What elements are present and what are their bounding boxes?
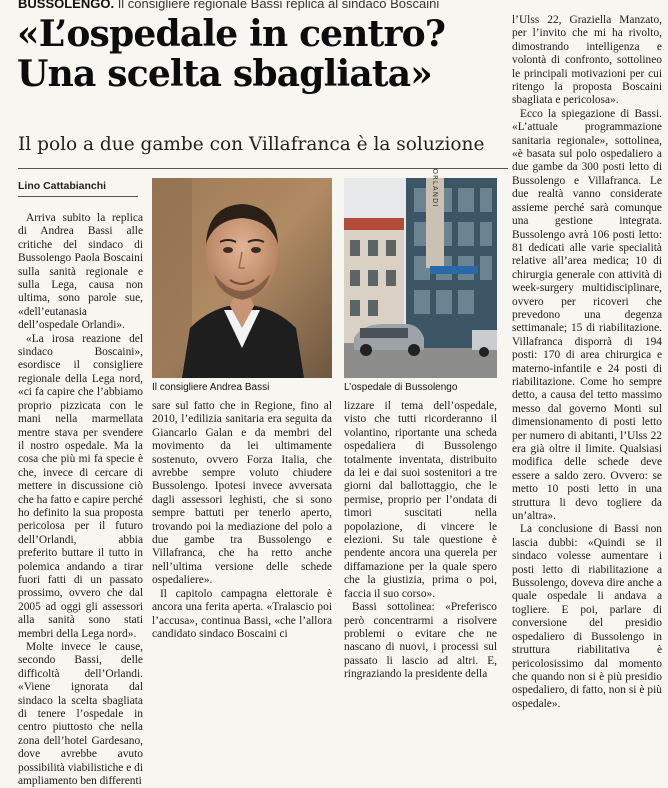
article-column-4: [512, 14, 662, 710]
col1-paragraph: Molte invece le cause, secondo Bassi, delle difficoltà dell’Orlandi. «Viene ignorata dal sindaco la scelta sbagliata di tenere l’ospedale in centro piuttosto che nella zona dell’hotel Gardesano, dove avrebbe avuto possibilità viabilistiche e di ampliamento ben differenti: [18, 641, 143, 788]
col4-paragraph: l’Ulss 22, Graziella Manzato, per l’invito che mi ha rivolto, dimostrando intelligenza e volontà di confronto, sottolineo le principali motivazioni per cui ritengo la proposta Boscaini sbagliata e pericolosa».: [512, 14, 662, 107]
byline: Lino Cattabianchi: [18, 180, 107, 192]
hospital-caption: L’ospedale di Bussolengo: [344, 382, 458, 393]
divider-under-byline: [18, 196, 138, 197]
article-column-1: [18, 212, 143, 788]
col1-paragraph: Arriva subito la replica di Andrea Bassi alle critiche del sindaco di Bussolengo Paola Boscaini sulla sanità regionale e sulla Lega, causa non ultima, sono parole sue, «dell’eutanasia dell’ospedale Orlandi».: [18, 212, 143, 332]
portrait-caption: Il consigliere Andrea Bassi: [152, 382, 270, 393]
kicker-text: Il consigliere regionale Bassi replica al sindaco Boscaini: [114, 0, 440, 11]
col3-paragraph: lizzare il tema dell’ospedale, visto che tutti ricorderanno il volantino, riportante una scheda ospedaliera di Bussolengo totalmente inventata, distribuito da lei e dai suoi sostenitori a tre giorni dal ballottaggio, che le permise, proprio per l’ondata di timori suscitati nella popolazione, di vincere le elezioni. Su tale questione è pendente ancora una querela per diffamazione per la quale spero che la giustizia, prima o poi, faccia il suo corso».: [344, 400, 497, 600]
headline: [17, 14, 507, 94]
col3-paragraph: Bassi sottolinea: «Preferisco però concentrarmi a risolvere problemi o evitare che ne nascano di nuovi, i processi sul passato li lascio ad altri. E, ringraziando la presidente della: [344, 601, 497, 681]
headline-line-2: Una scelta sbagliata»: [17, 53, 432, 95]
col2-paragraph: sare sul fatto che in Regione, fino al 2010, l’edilizia sanitaria era seguita da Giancarlo Galan e da membri del movimento da lei ultimamente sostenuto, ovvero Forza Italia, che avrebbe sempre voluto chiudere Bussolengo. Ipotesi invece avversata dagli assessori leghisti, che si sono sempre battuti per tenerlo aperto, trovando poi la mediazione del polo a due gambe tra Bussolengo e Villafranca, che ha retto anche nell’ultima versione delle schede ospedaliere».: [152, 400, 332, 587]
article-column-3: [344, 400, 497, 681]
hospital-illustration: [344, 168, 497, 378]
col4-paragraph: La conclusione di Bassi non lascia dubbi: «Quindi se il sindaco volesse aumentare i posti letto di riabilitazione a Bussolengo, doveva dire anche a quale ospedale li andava a togliere. E poi, parlare di conversione del presidio ospedaliero di Bussolengo in struttura riabilitativa è pericolosissimo dal momento che quando non si è più presidio ospedaliero, di fatto, non si è più ospedale».: [512, 523, 662, 710]
col2-paragraph: Il capitolo campagna elettorale è ancora una ferita aperta. «Tralascio poi l’accusa», continua Bassi, «che l’allora candidato sindaco Boscaini ci: [152, 587, 332, 640]
col1-paragraph: «La irosa reazione del sindaco Boscaini», esordisce il consigliere regionale della Lega nord, «ci fa capire che l’abbiamo proprio pizzicata con le mani nella marmellata mentre stava per svendere il nostro ospedale. Ma la cosa che più mi fa specie è che, invece di cercare di mettere in discussione ciò che ha fatto e capire perché ho definito la sua proposta pericolosa per il futuro dell’Orlandi, abbia preferito buttare il tutto in polemica andando a tirar fuori fatti di un passato prossimo, ovvero che dal 2005 ad oggi gli assessori alla sanità sono stati membri della Lega nord».: [18, 332, 143, 640]
headline-line-1: «L’ospedale in centro?: [17, 13, 446, 55]
portrait-illustration: [152, 178, 332, 378]
hospital-photo: [344, 168, 497, 378]
kicker-place: BUSSOLENGO.: [18, 0, 115, 11]
portrait-photo: [152, 178, 332, 378]
building-sign-text: ORLANDI: [431, 168, 439, 208]
article-column-2: [152, 400, 332, 675]
col4-paragraph: Ecco la spiegazione di Bassi. «L’attuale programmazione sanitaria regionale», sottolinea, «è basata sul polo ospedaliero a due gambe da 300 posti letto di Bussolengo e Villafranca. Le due realtà vanno considerate assieme perché sarà comunque una gestione integrata. Bussolengo avrà 106 posti letto: 81 dedicati alle varie specialità relative all’area medica; 10 di chirurgia generale con attività di week-surgery multidisciplinare, ovvero per ricoveri che prevedono una degenza settimanale; 15 di riabilitazione. Villafranca disporrà di 194 posti: 170 di area chirurgica e materno-infantile e 24 posti di riabilitazione. Come ho sempre detto, a causa del tetto massimo messo dal governo Monti sul dimensionamento di posti letto per numero di abitanti, l’Ulss 22 era già oltre il limite. Qualsiasi modifica delle schede deve essere a saldo zero. Ovvero: se metto 10 posti letto in una struttura li devo togliere da un’altra».: [512, 107, 662, 523]
subheadline: Il polo a due gambe con Villafranca è la soluzione: [18, 134, 485, 155]
kicker-line: [18, 0, 503, 12]
